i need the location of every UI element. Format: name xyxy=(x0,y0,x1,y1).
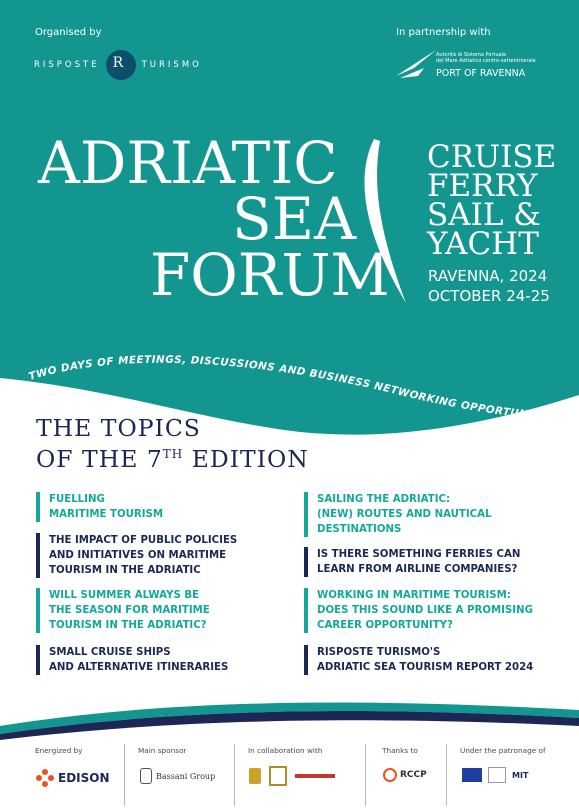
collaboration-label: In collaboration with xyxy=(248,746,323,755)
footer-divider xyxy=(234,744,235,806)
topic-left-3: WILL SUMMER ALWAYS BE THE SEASON FOR MARITIME TOURISM IN THE ADRIATIC? xyxy=(36,588,210,633)
bassani-mark-icon xyxy=(140,768,152,784)
edison-logo xyxy=(35,768,110,788)
tagline-text: TWO DAYS OF MEETINGS, DISCUSSIONS AND BUSINESS NETWORKING OPPORTUNITIES xyxy=(27,353,560,423)
footer-divider xyxy=(365,744,366,806)
footer-divider xyxy=(446,744,447,806)
topic-right-2: IS THERE SOMETHING FERRIES CAN LEARN FROM AIRLINE COMPANIES? xyxy=(304,547,520,577)
organised-by-label: Organised by xyxy=(35,27,102,38)
topic-right-3: WORKING IN MARITIME TOURISM: DOES THIS SOUND LIKE A PROMISING CAREER OPPORTUNITY? xyxy=(304,588,533,633)
port-name: PORT OF RAVENNA xyxy=(436,68,526,79)
subtitle-line-1: CRUISE xyxy=(427,139,557,175)
patronage-logos xyxy=(462,767,528,783)
collaboration-logos xyxy=(249,766,335,786)
organiser-name-left: RISPOSTE xyxy=(34,60,100,70)
eu-flag-icon xyxy=(462,768,482,782)
sail-swoosh-icon xyxy=(350,135,420,305)
topic-left-2: THE IMPACT OF PUBLIC POLICIES AND INITIATIVES ON MARITIME TOURISM IN THE ADRIATIC xyxy=(36,533,237,578)
rccp-logo xyxy=(383,768,427,782)
sail-icon xyxy=(394,46,438,82)
footer-wave xyxy=(0,692,579,740)
footer-divider xyxy=(124,744,125,806)
ravenna-crest-icon xyxy=(249,768,261,784)
subtitle-line-2: FERRY xyxy=(427,168,538,204)
main-sponsor-label: Main sponsor xyxy=(138,746,187,755)
subtitle-line-4: YACHT xyxy=(427,226,539,262)
mit-wordmark: MIT xyxy=(512,770,529,780)
energized-by-label: Energized by xyxy=(35,746,83,755)
risposte-turismo-logo xyxy=(34,50,202,80)
subtitle-line-3: SAIL & xyxy=(427,197,541,233)
title-line-3: FORUM xyxy=(150,241,390,309)
rt-emblem-icon: R xyxy=(106,50,136,80)
port-authority-line2: del Mare Adriatico centro-settentrionale xyxy=(436,58,536,64)
event-dates: OCTOBER 24-25 xyxy=(428,287,550,305)
topic-left-1: FUELLING MARITIME TOURISM xyxy=(36,492,163,522)
rccp-mark-icon xyxy=(383,768,397,782)
topics-heading-line-1: THE TOPICS xyxy=(36,414,201,442)
partnership-label: In partnership with xyxy=(396,27,491,38)
port-of-ravenna-logo xyxy=(394,46,554,86)
svg-text:TWO DAYS OF MEETINGS, DISCUSSI xyxy=(27,354,560,423)
event-place: RAVENNA, 2024 xyxy=(428,267,548,285)
port-authority-line1: Autorità di Sistema Portuale xyxy=(436,52,507,58)
title-line-2: SEA xyxy=(232,185,356,253)
thanks-label: Thanks to xyxy=(382,746,418,755)
bassani-logo xyxy=(140,768,215,784)
rccp-wordmark: RCCP xyxy=(400,770,427,780)
topics-heading-line-2: OF THE 7TH EDITION xyxy=(36,445,309,473)
topic-left-4: SMALL CRUISE SHIPS AND ALTERNATIVE ITINERARIES xyxy=(36,645,228,675)
foundation-logo-icon xyxy=(295,774,335,778)
chamber-logo-icon xyxy=(269,766,287,786)
edison-flower-icon xyxy=(35,768,55,788)
ministry-emblem-icon xyxy=(488,767,506,783)
topic-right-1: SAILING THE ADRIATIC: (NEW) ROUTES AND NAUTICAL DESTINATIONS xyxy=(304,492,492,537)
edison-wordmark: EDISON xyxy=(58,771,110,785)
patronage-label: Under the patronage of xyxy=(460,746,546,755)
organiser-name-right: TURISMO xyxy=(141,60,202,70)
bassani-wordmark: Bassani Group xyxy=(156,771,216,781)
topic-right-4: RISPOSTE TURISMO'S ADRIATIC SEA TOURISM REPORT 2024 xyxy=(304,645,533,675)
title-line-1: ADRIATIC xyxy=(38,129,338,197)
